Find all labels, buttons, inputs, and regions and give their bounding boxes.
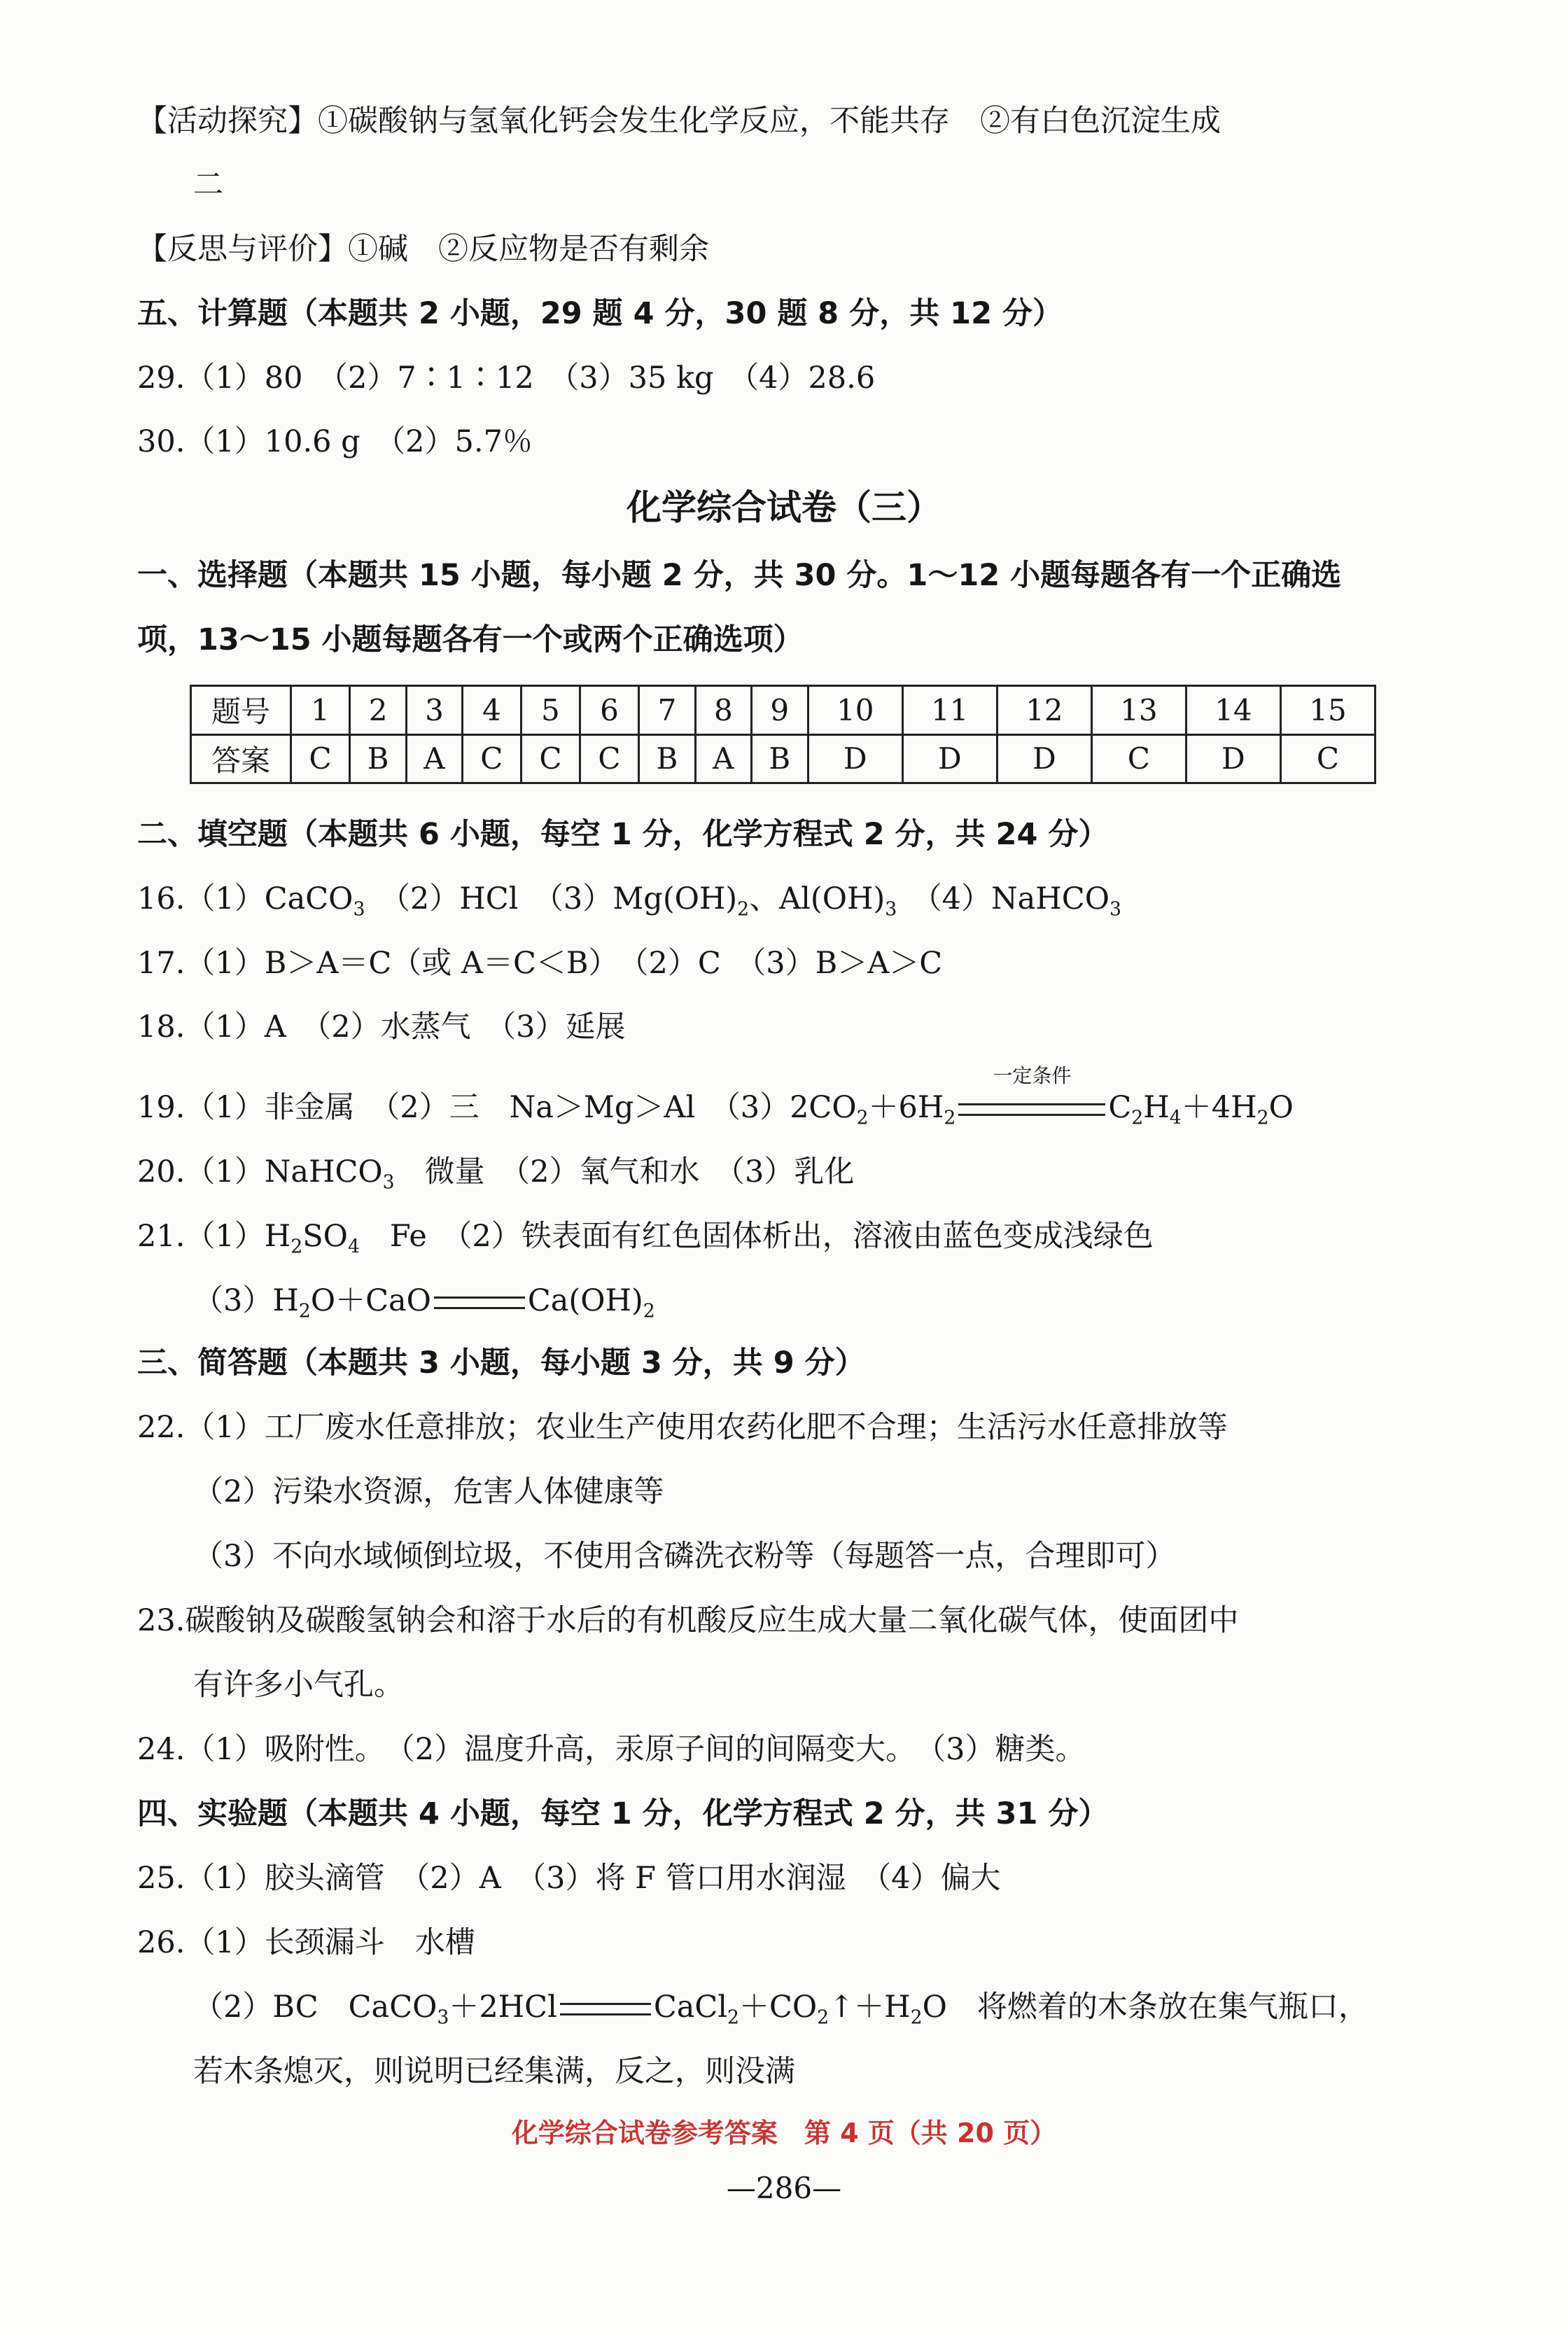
answer-cell: D: [902, 734, 997, 783]
answer-cell: D: [1186, 734, 1280, 783]
table-row-label: 题号: [191, 686, 291, 735]
reflection-line: 【反思与评价】①碱 ②反应物是否有剩余: [137, 232, 709, 267]
answer-19: 19.（1）非金属 （2）三 Na＞Mg＞Al $(3)2CO_2+6H_2$ 一定条件 $C_2H_4+4H_2O$: [137, 1064, 1294, 1129]
question-number: 9: [751, 686, 808, 735]
answer-25: 25.（1）胶头滴管 （2）A （3）将 F 管口用水润湿 （4）偏大: [137, 1861, 1001, 1896]
section2-heading: 二、填空题（本题共 6 小题，每空 1 分，化学方程式 2 分，共 24 分）: [137, 817, 1109, 852]
activity-line-cont: 二: [193, 167, 223, 202]
question-number: 3: [407, 686, 463, 735]
answer-cell: C: [1280, 734, 1375, 783]
page-footer: 化学综合试卷参考答案 第 4 页（共 20 页）: [511, 2118, 1057, 2148]
answer-26-2: （2）BC CaCO$_3$＋2HCl $CaCl_2+CO_2↑+H_2O$ 将燃着的木条放在集气瓶口，: [193, 1990, 1368, 2029]
answer-table: [190, 685, 1376, 784]
page-number: —286—: [726, 2171, 842, 2205]
answer-20: 20.（1）NaHCO$_3$ 微量 （2）氧气和水 （3）乳化: [137, 1154, 855, 1194]
question-number: 4: [462, 686, 521, 735]
table-row-label: 答案: [191, 734, 291, 783]
answer-17: 17.（1）B＞A＝C（或 A＝C＜B） （2）C （3）B＞A＞C: [137, 946, 943, 981]
exam-title: 化学综合试卷（三）: [626, 487, 941, 528]
question-number: 11: [902, 686, 997, 735]
answer-21-equation: $(3)H_2O+CaO$ $Ca(OH)_2$: [193, 1283, 655, 1322]
question-number: 8: [695, 686, 751, 735]
answer-16: 16.（1）CaCO$_3$ （2）HCl $(3)Mg(OH)_2$、$Al(OH)_3$ （4）NaHCO$_3$: [137, 881, 1121, 921]
answer-30: 30.（1）10.6 g （2）5.7％: [137, 424, 533, 459]
answer-26-cont: 若木条熄灭，则说明已经集满，反之，则没满: [193, 2054, 795, 2089]
answer-23-cont: 有许多小气孔。: [193, 1668, 404, 1703]
question-number: 2: [350, 686, 407, 735]
question-number: 13: [1091, 686, 1186, 735]
section5-heading: 五、计算题（本题共 2 小题，29 题 4 分，30 题 8 分，共 12 分）: [137, 296, 1063, 331]
answer-cell: D: [808, 734, 902, 783]
question-number: 7: [638, 686, 695, 735]
answer-24: 24.（1）吸附性。 （2）温度升高，汞原子间的间隔变大。 （3）糖类。: [137, 1732, 1086, 1767]
table-row-numbers: [191, 686, 1376, 735]
answer-26-1: 26.（1）长颈漏斗 水槽: [137, 1925, 475, 1960]
question-number: 10: [808, 686, 902, 735]
section3-heading: 三、简答题（本题共 3 小题，每小题 3 分，共 9 分）: [137, 1346, 865, 1381]
answer-cell: B: [751, 734, 808, 783]
answer-cell: A: [695, 734, 751, 783]
answer-cell: A: [407, 734, 463, 783]
answer-cell: D: [997, 734, 1091, 783]
section1-heading-cont: 项，13～15 小题每题各有一个或两个正确选项）: [137, 622, 804, 657]
answer-22-2: （2）污染水资源，危害人体健康等: [193, 1474, 664, 1509]
answer-23: 23.碳酸钠及碳酸氢钠会和溶于水后的有机酸反应生成大量二氧化碳气体，使面团中: [137, 1603, 1239, 1638]
answer-cell: C: [462, 734, 521, 783]
answer-cell: C: [521, 734, 580, 783]
table-row-answers: [191, 734, 1376, 783]
answer-cell: C: [580, 734, 638, 783]
question-number: 1: [291, 686, 350, 735]
question-number: 5: [521, 686, 580, 735]
answer-cell: B: [350, 734, 407, 783]
answer-cell: C: [1091, 734, 1186, 783]
answer-29: 29.（1）80 （2）7∶1∶12 （3）35 kg （4）28.6: [137, 361, 876, 396]
question-number: 6: [580, 686, 638, 735]
answer-cell: C: [291, 734, 350, 783]
equals-sign: [434, 1297, 525, 1309]
reaction-condition: 一定条件: [955, 1086, 1108, 1128]
section1-heading: 一、选择题（本题共 15 小题，每小题 2 分，共 30 分。1～12 小题每题各有一个正确选: [137, 558, 1342, 593]
answer-22-1: 22.（1）工厂废水任意排放；农业生产使用农药化肥不合理；生活污水任意排放等: [137, 1410, 1228, 1445]
answer-21: $21.(1)H_2SO_4$ Fe （2）铁表面有红色固体析出，溶液由蓝色变成浅绿色: [137, 1219, 1154, 1258]
answer-cell: B: [638, 734, 695, 783]
question-number: 14: [1186, 686, 1280, 735]
section4-heading: 四、实验题（本题共 4 小题，每空 1 分，化学方程式 2 分，共 31 分）: [137, 1796, 1109, 1831]
answer-22-3: （3）不向水域倾倒垃圾，不使用含磷洗衣粉等（每题答一点，合理即可）: [193, 1539, 1176, 1574]
equals-sign: [560, 2003, 651, 2015]
question-number: 15: [1280, 686, 1375, 735]
activity-line: 【活动探究】①碳酸钠与氢氧化钙会发生化学反应，不能共存 ②有白色沉淀生成: [137, 104, 1221, 139]
answer-18: 18.（1）A （2）水蒸气 （3）延展: [137, 1009, 626, 1044]
question-number: 12: [997, 686, 1091, 735]
